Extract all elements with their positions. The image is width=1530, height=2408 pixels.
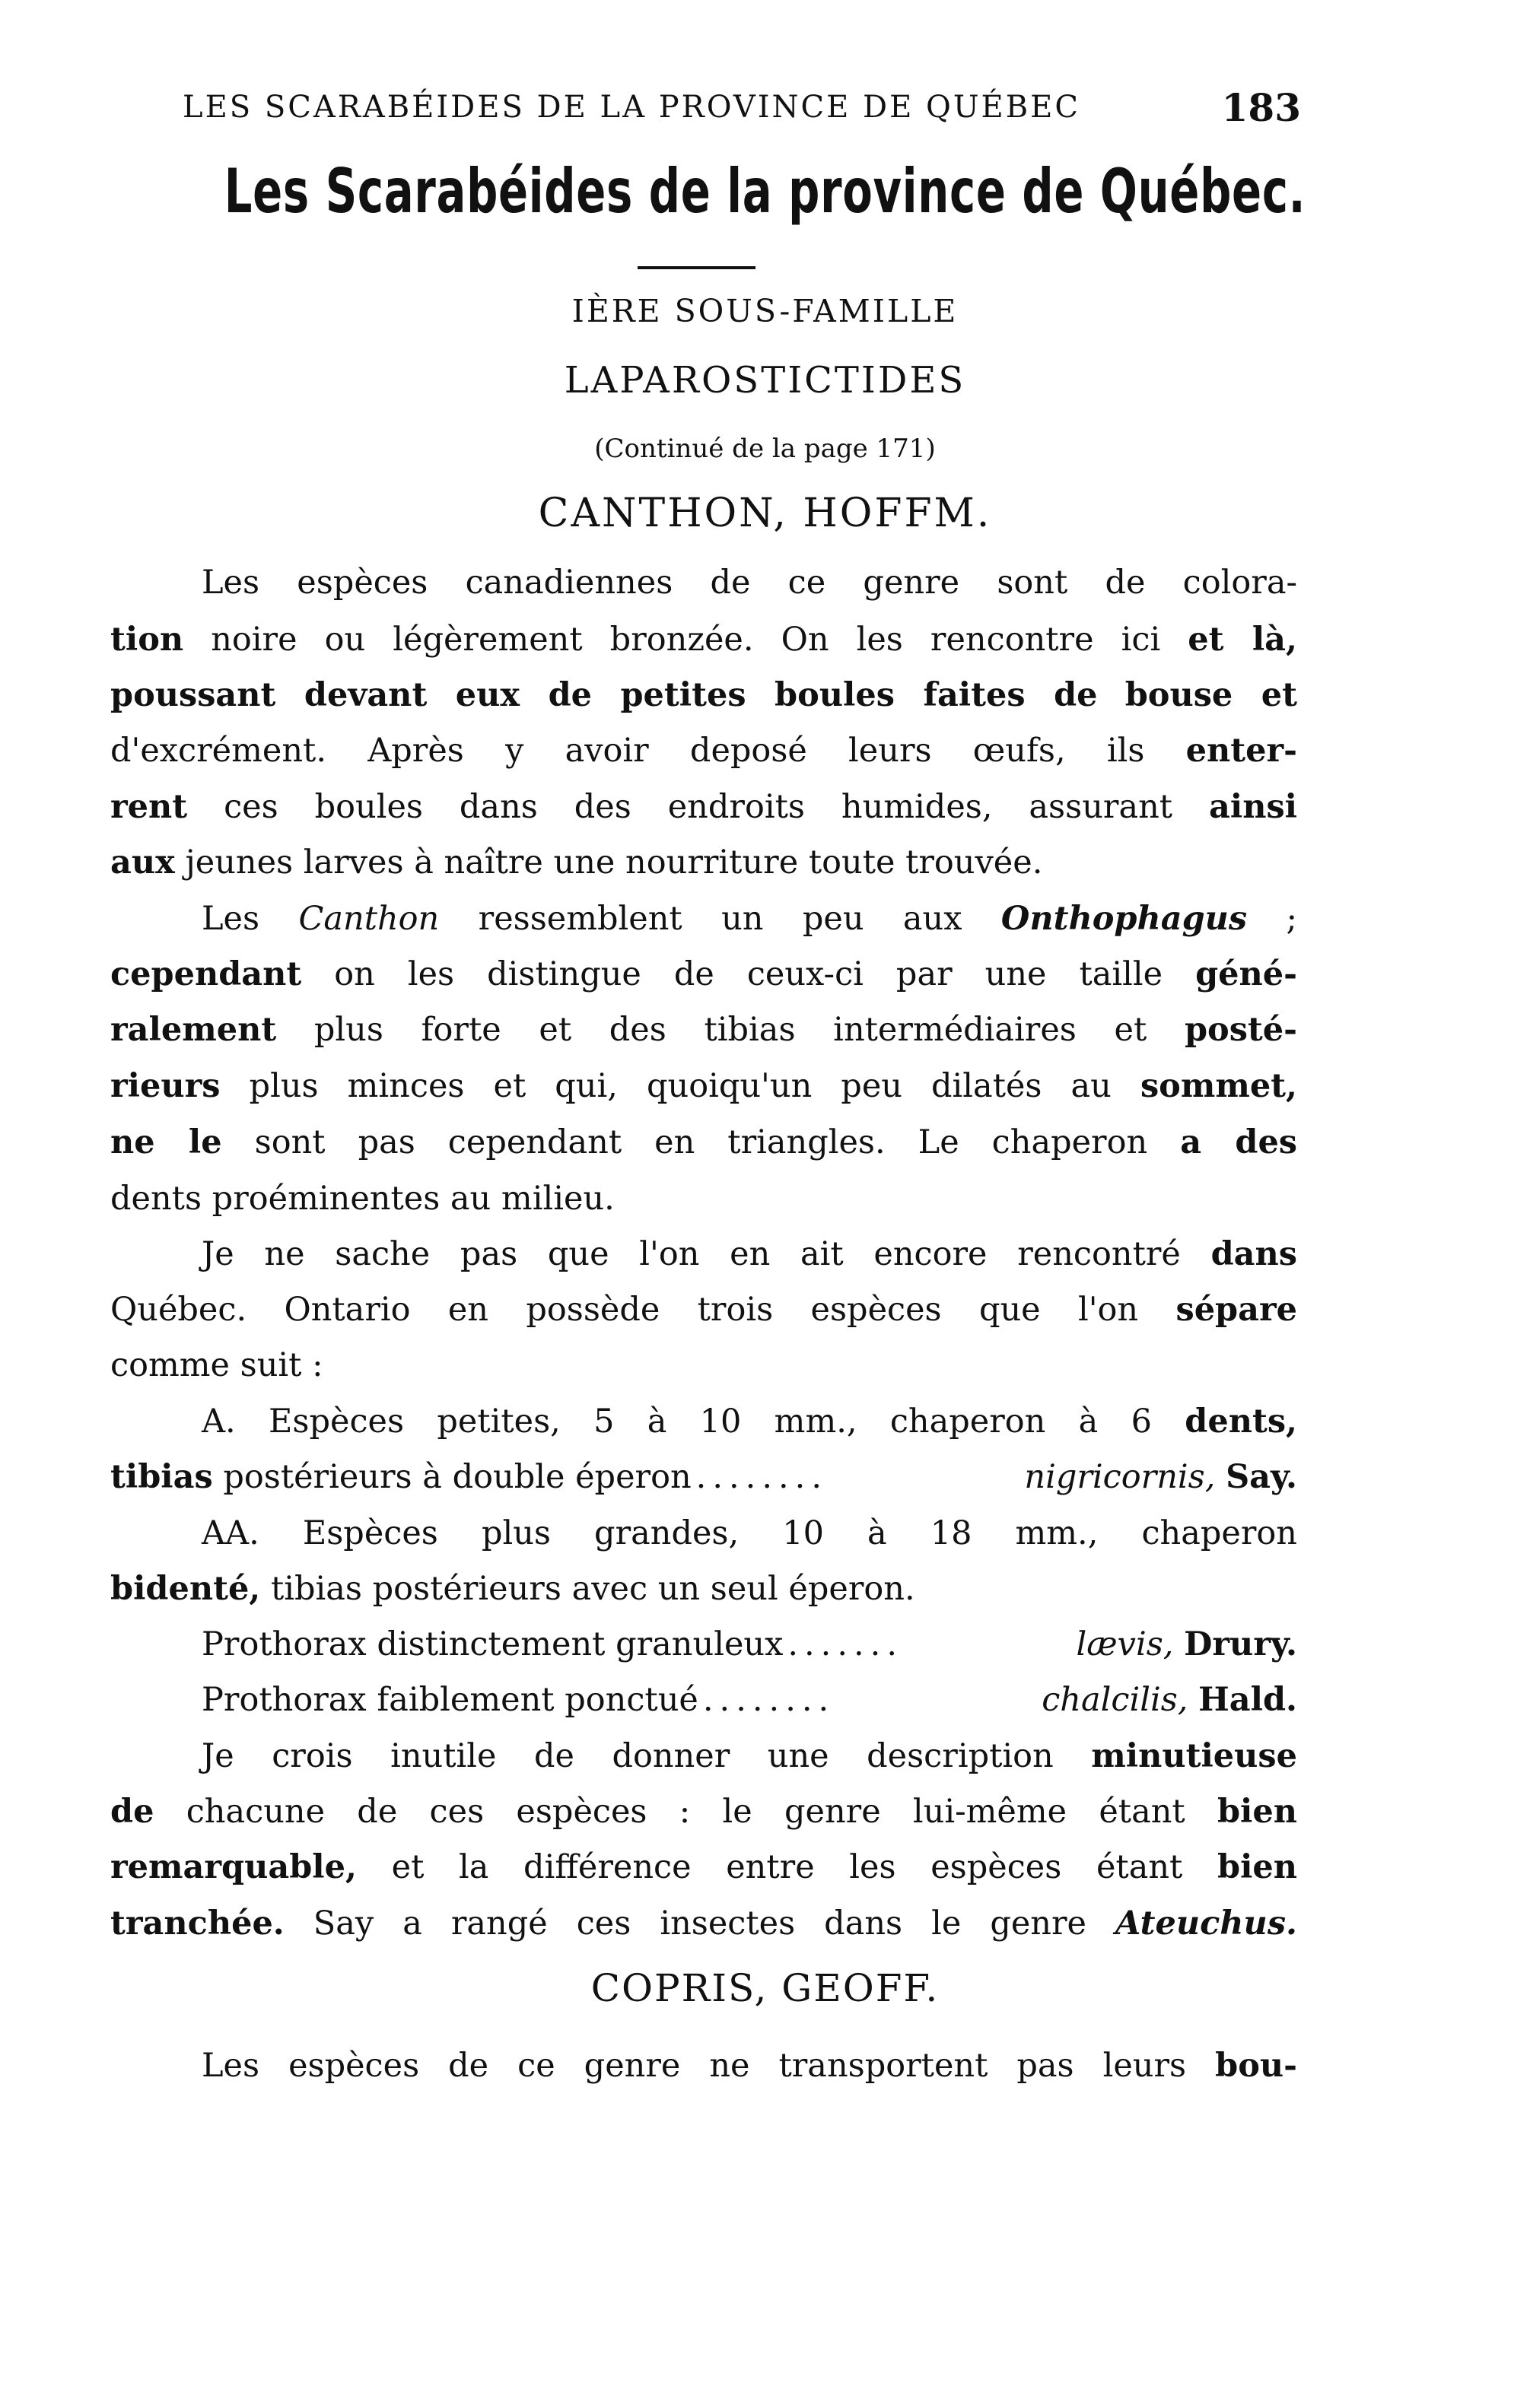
text-line: tion noire ou légèrement bronzée. On les rencontre ici et là,: [110, 621, 1298, 659]
text-line: Je ne sache pas que l'on en ait encore rencontré dans: [202, 1235, 1298, 1273]
text-line: rieurs plus minces et qui, quoiqu'un peu dilatés au sommet,: [110, 1067, 1298, 1105]
running-header: [183, 85, 1301, 135]
genus-heading-copris: COPRIS, GEOFF.: [590, 1966, 940, 2010]
key-line: AA. Espèces plus grandes, 10 à 18 mm., chaperon: [202, 1514, 1297, 1552]
running-title: LES SCARABÉIDES DE LA PROVINCE DE QUÉBEC: [183, 90, 1080, 125]
genus-heading-canthon: CANTHON, HOFFM.: [538, 491, 992, 536]
continued-note: (Continué de la page 171): [594, 434, 936, 464]
text-line: tranchée. Say a rangé ces insectes dans le genre Ateuchus.: [110, 1904, 1297, 1943]
key-line: bidenté, tibias postérieurs avec un seul éperon.: [110, 1570, 915, 1608]
text-line: Les espèces canadiennes de ce genre sont de colora-: [202, 564, 1297, 602]
key-entry-chalcilis: Prothorax faiblement ponctué ........ chalcilis, Hald.: [202, 1681, 1297, 1719]
text-line: poussant devant eux de petites boules faites de bouse et: [110, 676, 1297, 714]
page-number: 183: [1221, 85, 1301, 130]
key-entry-nigricornis: tibias postérieurs à double éperon ........ nigricornis, Say.: [110, 1458, 1297, 1496]
text-line: comme suit :: [110, 1346, 323, 1384]
text-line: rent ces boules dans des endroits humides, assurant ainsi: [110, 788, 1298, 826]
title-rule: [638, 266, 755, 269]
text-line: de chacune de ces espèces : le genre lui-même étant bien: [110, 1793, 1297, 1831]
text-line: aux jeunes larves à naître une nourriture toute trouvée.: [110, 843, 1043, 882]
key-entry-laevis: Prothorax distinctement granuleux ....... lævis, Drury.: [202, 1625, 1297, 1663]
text-line: ne le sont pas cependant en triangles. Le chaperon a des: [110, 1123, 1298, 1161]
text-line: remarquable, et la différence entre les espèces étant bien: [110, 1848, 1298, 1886]
text-line: ralement plus forte et des tibias intermédiaires et posté-: [110, 1011, 1297, 1049]
text-line: dents proéminentes au milieu.: [110, 1180, 615, 1218]
text-line: Les Canthon ressemblent un peu aux Onthophagus ;: [202, 900, 1298, 938]
text-line: Je crois inutile de donner une description minutieuse: [202, 1737, 1297, 1775]
group-heading: LAPAROSTICTIDES: [564, 359, 966, 402]
text-line: Les espèces de ce genre ne transportent pas leurs bou-: [202, 2047, 1298, 2085]
subfamily-heading: IÈRE SOUS-FAMILLE: [571, 293, 959, 329]
text-line: Québec. Ontario en possède trois espèces que l'on sépare: [110, 1291, 1297, 1329]
text-line: cependant on les distingue de ceux-ci par une taille géné-: [110, 955, 1297, 993]
article-title: Les Scarabéides de la province de Québec.: [224, 156, 1306, 227]
text-line: d'excrément. Après y avoir deposé leurs œufs, ils enter-: [110, 732, 1297, 770]
key-line: A. Espèces petites, 5 à 10 mm., chaperon à 6 dents,: [202, 1403, 1297, 1441]
